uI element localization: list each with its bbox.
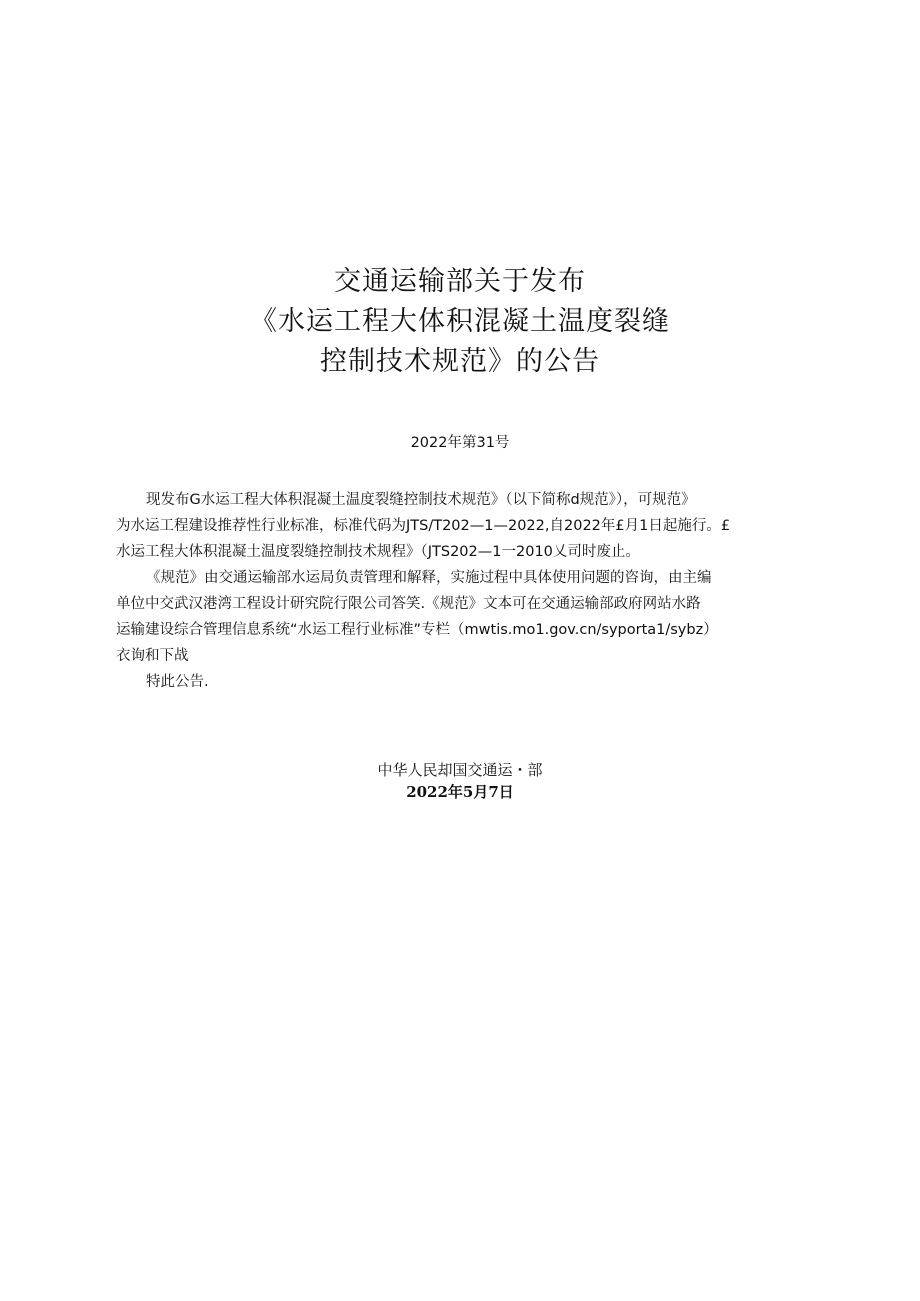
- paragraph-2-line-2: 单位中交武汉港湾工程设计研究院行限公司答笑.《规范》文本可在交通运输部政府网站水路: [116, 596, 701, 612]
- closing-remark: 特此公告.: [146, 674, 209, 690]
- paragraph-2-line-1: 《规范》由交通运输部水运局负责管理和解释，实施过程中具体使用问题的咨询，由主编: [146, 570, 712, 586]
- issuer-name: 中华人民却国交通运・部: [377, 761, 543, 779]
- paragraph-1-line-2: 为水运工程建设推荐性行业标准，标准代码为JTS/T202—1—2022,自2022年£月1日起施行。£: [116, 518, 731, 534]
- paragraph-1-line-1: 现发布G水运工程大体积混凝土温度裂缝控制技术规范》（以下简称d规范》），可规范》: [146, 492, 696, 508]
- paragraph-2-line-3: 运输建设综合管理信息系统“水运工程行业标准”专栏（mwtis.mo1.gov.cn/syporta1∕sybz）: [116, 622, 718, 638]
- paragraph-1-line-3: 水运工程大体积混凝土温度裂缝控制技术规程》（JTS202—1一2010乂司时废止。: [116, 544, 640, 560]
- paragraph-3: [116, 669, 806, 695]
- title-line-3: 控制技术规范》的公告: [320, 346, 600, 377]
- paragraph-1: [116, 487, 806, 565]
- issuer-block: [0, 759, 920, 803]
- announcement-body: [116, 487, 806, 695]
- paragraph-2-line-4: 衣询和下战: [116, 648, 189, 664]
- title-line-1: 交通运输部关于发布: [334, 266, 586, 297]
- paragraph-2: [116, 565, 806, 669]
- title-line-2: 《水运工程大体积混凝土温度裂缝: [250, 306, 670, 337]
- issue-date: 2022年5月7日: [406, 783, 514, 801]
- document-number: 2022年第31号: [410, 435, 510, 451]
- announcement-title: [0, 262, 920, 382]
